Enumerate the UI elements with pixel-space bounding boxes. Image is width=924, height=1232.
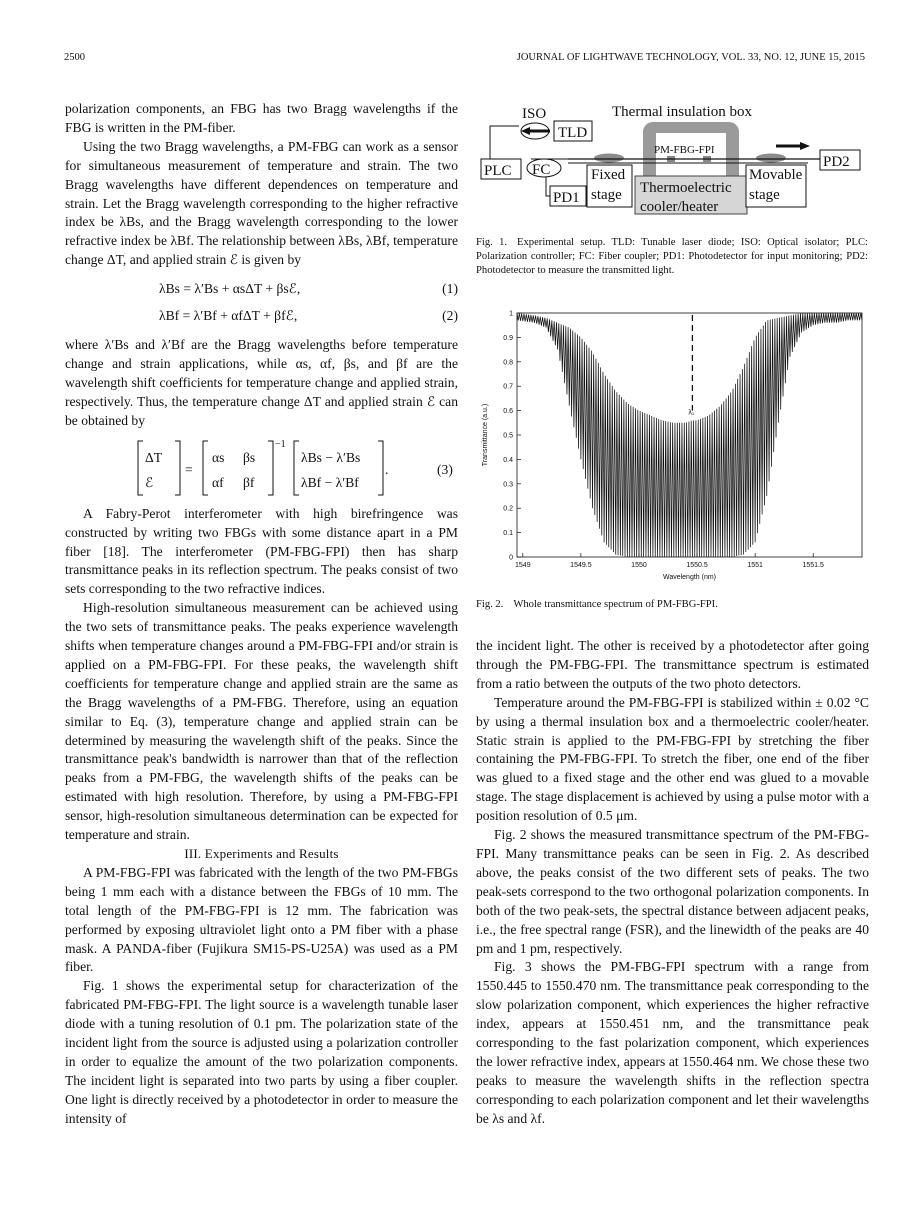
caption-text: Whole transmittance spectrum of PM-FBG-FPI.: [513, 599, 718, 610]
y-tick-label: 0.6: [503, 408, 513, 416]
label-thermoelectric: Thermoelectric: [640, 180, 732, 196]
y-tick-label: 0.2: [503, 505, 513, 513]
paragraph: Fig. 2 shows the measured transmittance spectrum of the PM-FBG-FPI. Many transmittance peaks can be seen in Fig. 2. As described above, the peaks consist of the two different sets of peaks. The two peak-sets correspond to the two orthogonal polarization components. In both of the two peak-sets, the spectral distance between adjacent peaks, i.e., the free spectral range (FSR), and the linewidth of the peaks are 40 pm and 1 pm, respectively.: [476, 827, 869, 956]
figure-1-caption: [476, 236, 868, 278]
y-tick-label: 0.5: [503, 432, 513, 440]
matrix-a12: βs: [243, 449, 256, 465]
x-tick-label: 1551: [747, 562, 763, 569]
figure-1: [478, 100, 868, 218]
matrix-a21: αf: [212, 474, 224, 490]
label-tld: TLD: [558, 125, 588, 141]
paragraph: where λ′Bs and λ′Bf are the Bragg wavelengths before temperature change and strain applications, while αs, αf, βs, and βf are the wavelength shift coefficients for temperature change and applied strain, respectively. Thus, the temperature change ΔT and applied strain ℰ can be obtained by: [65, 337, 458, 428]
x-tick-label: 1549.5: [570, 562, 592, 569]
paragraph: High-resolution simultaneous measurement can be achieved using the two sets of transmittance peaks. The peaks experience wavelength shifts when temperature changes around a PM-FBG-FPI and/or strain is applied on a PM-FBG-FPI. For these peaks, the wavelength shift coefficients for temperature change and applied strain are the same as the Bragg wavelengths of a PM-FBG. Therefore, using an equation similar to Eq. (3), temperature change and applied strain can be determined by measuring the wavelength shift of the peaks. Since the transmittance peak's bandwidth is narrower than that of the reflection peaks from a PM-FBG, the wavelength shifts of the peaks can be estimated with high resolution. Therefore, by using a PM-FBG-FPI sensor, high-resolution simultaneous determination can be expected for temperature and strain.: [65, 600, 458, 843]
paragraph: Using the two Bragg wavelengths, a PM-FBG can work as a sensor for simultaneous measurement of temperature and strain. The two Bragg wavelengths have different dependences on temperature and strain. Let the Bragg wavelength corresponding to the higher refractive index be λBs, and the Bragg wavelength corresponding to the lower refractive index be λBf. The relationship between λBs, λBf, temperature change ΔT, and applied strain ℰ is given by: [65, 138, 458, 268]
x-tick-label: 1550.5: [686, 562, 708, 569]
y-tick-label: 0.7: [503, 383, 513, 391]
equation-1: [65, 276, 458, 303]
y-tick-label: 0.3: [503, 481, 513, 489]
x-tick-label: 1549: [515, 562, 531, 569]
equation-number: (2): [442, 308, 458, 324]
paragraph: Fig. 3 shows the PM-FBG-FPI spectrum with a range from 1550.445 to 1550.470 nm. The transmittance peak corresponding to the slow polarization component, which experiences the higher refractive index, appears at 1550.451 nm, and the transmittance peak corresponding to the fast polarization component, which experiences the lower refractive index, appears at 1550.464 nm. We chose these two peaks to measure the wavelength shifts in the reflection spectra corresponding to each polarization component and let their wavelengths be λs and λf.: [476, 959, 869, 1126]
paragraph: A Fabry-Perot interferometer with high birefringence was constructed by writing two FBGs with some distance apart in a PM fiber [18]. The interferometer (PM-FBG-FPI) then has sharp transmittance peaks in its reflection spectrum. The peaks consist of two sets corresponding to the two refractive indices.: [65, 505, 458, 597]
equation-body: λBs = λ′Bs + αsΔT + βsℰ,: [159, 281, 301, 297]
svg-text:.: .: [385, 461, 389, 477]
glue-fixed: [594, 154, 624, 163]
label-fixed-stage: stage: [591, 187, 622, 203]
equation-2: [65, 303, 458, 330]
matrix-a22: βf: [243, 474, 255, 490]
equation-3: [65, 437, 458, 499]
y-tick-label: 0.8: [503, 359, 513, 367]
paragraph: Temperature around the PM-FBG-FPI is stabilized within ± 0.02 °C by using a thermal insulation box and a thermoelectric cooler/heater. Static strain is applied to the PM-FBG-FPI by stretching the fiber containing the PM-FBG-FPI. To stretch the fiber, one end of the fiber was glued to a fixed stage and the other end was glued to a movable stage. The stage displacement is achieved by using a pulse motor with a position resolution of 0.5 μm.: [476, 694, 869, 824]
label-fc: FC: [532, 162, 551, 178]
equation-number: (3): [437, 461, 453, 477]
equation-number: (1): [442, 281, 458, 297]
label-fpi: PM-FBG-FPI: [654, 144, 715, 156]
rhs-bottom: λBf − λ′Bf: [301, 474, 359, 490]
matrix-equation: [65, 437, 458, 499]
page-number: 2500: [64, 52, 85, 63]
marker-label: λ₁: [688, 409, 695, 417]
y-tick-label: 0.4: [503, 456, 513, 464]
lhs-bottom: ℰ: [145, 474, 154, 490]
paragraph: polarization components, an FBG has two Bragg wavelengths if the FBG is written in the PM-fiber.: [65, 101, 458, 135]
y-axis-label: Transmittance (a.u.): [482, 403, 489, 467]
label-fixed: Fixed: [591, 167, 626, 183]
x-tick-label: 1551.5: [802, 562, 824, 569]
y-tick-label: 0: [509, 554, 513, 562]
label-pd2: PD2: [823, 154, 850, 170]
label-cooler-heater: cooler/heater: [640, 199, 719, 215]
equation-body: λBf = λ′Bf + αfΔT + βfℰ,: [159, 308, 298, 324]
y-tick-label: 0.1: [503, 530, 513, 538]
caption-label: Fig. 2.: [476, 599, 504, 610]
matrix-a11: αs: [212, 449, 225, 465]
label-iso: ISO: [522, 106, 547, 122]
caption-label: Fig. 1.: [476, 237, 508, 248]
svg-text:=: =: [185, 461, 193, 477]
x-tick-label: 1550: [631, 562, 647, 569]
paragraph: the incident light. The other is received by a photodetector after going through the PM-FBG-FPI. The transmittance spectrum is estimated from a ratio between the outputs of the two photo detectors.: [476, 638, 869, 691]
y-tick-label: 0.9: [503, 334, 513, 342]
label-movable-stage: stage: [749, 187, 780, 203]
figure-2: [475, 303, 870, 588]
label-plc: PLC: [484, 163, 512, 179]
label-thermal-box: Thermal insulation box: [612, 104, 752, 120]
paragraph: Fig. 1 shows the experimental setup for characterization of the fabricated PM-FBG-FPI. The light source is a wavelength tunable laser diode with a tuning resolution of 0.1 pm. The polarization state of the incident light from the source is adjusted using a polarization controller in order to equalize the amount of the two polarization components. The incident light is separated into two parts by using a fiber coupler. One light is directly received by a photodetector in order to measure the intensity of: [65, 978, 458, 1126]
y-tick-label: 1: [509, 310, 513, 318]
label-movable: Movable: [749, 167, 803, 183]
section-heading: III. Experiments and Results: [184, 846, 339, 861]
label-pd1: PD1: [553, 190, 580, 206]
glue-movable: [756, 154, 786, 163]
paragraph: A PM-FBG-FPI was fabricated with the length of the two PM-FBGs being 1 mm each with a distance between the FBGs of 10 mm. The total length of the PM-FBG-FPI is 12 mm. The fabrication was performed by exposing ultraviolet light onto a PM fiber with a phase mask. A PANDA-fiber (Fujikura SM15-PS-U25A) was used as a PM fiber.: [65, 864, 458, 975]
right-column: [476, 637, 869, 1129]
transmittance-chart: [475, 303, 870, 588]
matrix-exponent: −1: [275, 438, 286, 450]
lhs-top: ΔT: [145, 449, 163, 465]
left-column: [65, 100, 458, 1129]
caption-text: Experimental setup. TLD: Tunable laser diode; ISO: Optical isolator; PLC: Polarization controller; FC: Fiber coupler; PD1: Photodetector for input monitoring; PD2: Photodetector to measure the transmitted light.: [476, 237, 869, 276]
figure-2-caption: [476, 598, 868, 612]
x-axis-label: Wavelength (nm): [662, 574, 717, 581]
setup-diagram: [478, 100, 868, 218]
running-header: JOURNAL OF LIGHTWAVE TECHNOLOGY, VOL. 33, NO. 12, JUNE 15, 2015: [516, 52, 865, 63]
rhs-top: λBs − λ′Bs: [301, 449, 361, 465]
